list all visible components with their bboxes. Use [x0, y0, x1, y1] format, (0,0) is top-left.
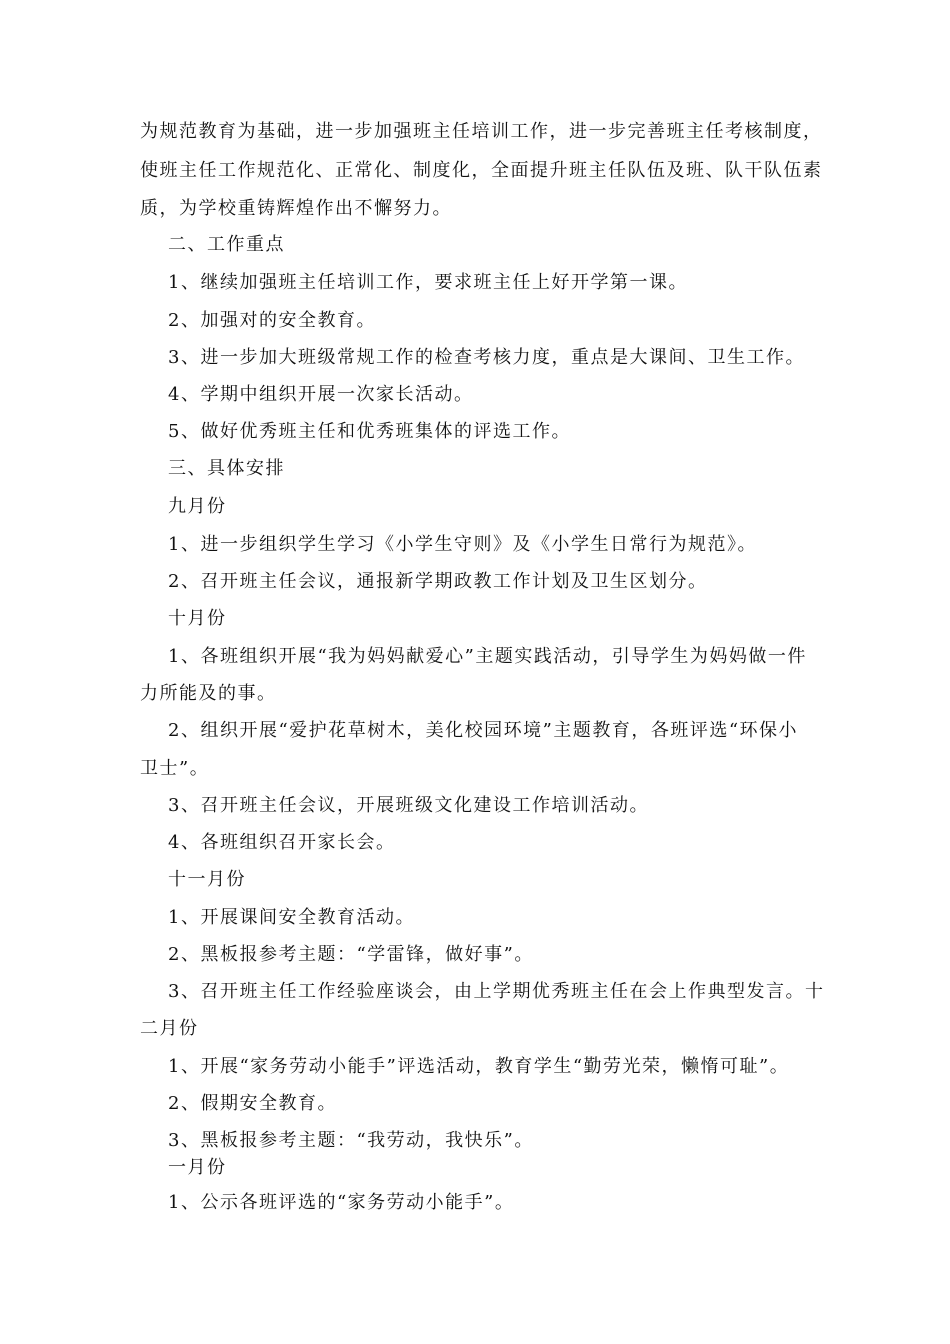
- month-heading: 十一月份: [168, 869, 246, 890]
- list-item: 2、假期安全教育。: [168, 1093, 337, 1114]
- list-item: 3、召开班主任工作经验座谈会，由上学期优秀班主任在会上作典型发言。十: [168, 981, 825, 1002]
- list-item: 3、黑板报参考主题：“我劳动，我快乐”。: [168, 1130, 534, 1151]
- list-item: 5、做好优秀班主任和优秀班集体的评选工作。: [168, 421, 571, 442]
- list-item: 3、召开班主任会议，开展班级文化建设工作培训活动。: [168, 795, 649, 816]
- list-item: 1、开展“家务劳动小能手”评选活动，教育学生“勤劳光荣，懒惰可耻”。: [168, 1056, 790, 1077]
- section-heading: 三、具体安排: [168, 458, 285, 479]
- list-item: 1、进一步组织学生学习《小学生守则》及《小学生日常行为规范》。: [168, 534, 757, 555]
- month-heading: 九月份: [168, 496, 227, 517]
- list-item: 2、组织开展“爱护花草树木，美化校园环境”主题教育，各班评选“环保小: [168, 720, 799, 741]
- list-item: 2、加强对的安全教育。: [168, 310, 376, 331]
- list-item: 3、进一步加大班级常规工作的检查考核力度，重点是大课间、卫生工作。: [168, 347, 805, 368]
- section-heading: 二、工作重点: [168, 234, 285, 255]
- text-line: 质，为学校重铸辉煌作出不懈努力。: [140, 198, 452, 219]
- text-line: 为规范教育为基础，进一步加强班主任培训工作，进一步完善班主任考核制度，: [140, 121, 823, 142]
- month-heading: 一月份: [168, 1157, 227, 1178]
- list-item-continuation: 卫士”。: [140, 758, 210, 779]
- list-item: 1、继续加强班主任培训工作，要求班主任上好开学第一课。: [168, 272, 688, 293]
- list-item: 1、公示各班评选的“家务劳动小能手”。: [168, 1192, 515, 1213]
- list-item: 2、黑板报参考主题：“学雷锋，做好事”。: [168, 944, 534, 965]
- list-item: 1、各班组织开展“我为妈妈献爱心”主题实践活动，引导学生为妈妈做一件: [168, 646, 807, 667]
- list-item: 2、召开班主任会议，通报新学期政教工作计划及卫生区划分。: [168, 571, 708, 592]
- month-heading: 十月份: [168, 608, 227, 629]
- text-line: 使班主任工作规范化、正常化、制度化，全面提升班主任队伍及班、队干队伍素: [140, 160, 823, 181]
- list-item: 4、各班组织召开家长会。: [168, 832, 396, 853]
- list-item-continuation: 力所能及的事。: [140, 683, 277, 704]
- list-item: 1、开展课间安全教育活动。: [168, 907, 415, 928]
- list-item: 4、学期中组织开展一次家长活动。: [168, 384, 474, 405]
- month-heading: 二月份: [140, 1018, 199, 1039]
